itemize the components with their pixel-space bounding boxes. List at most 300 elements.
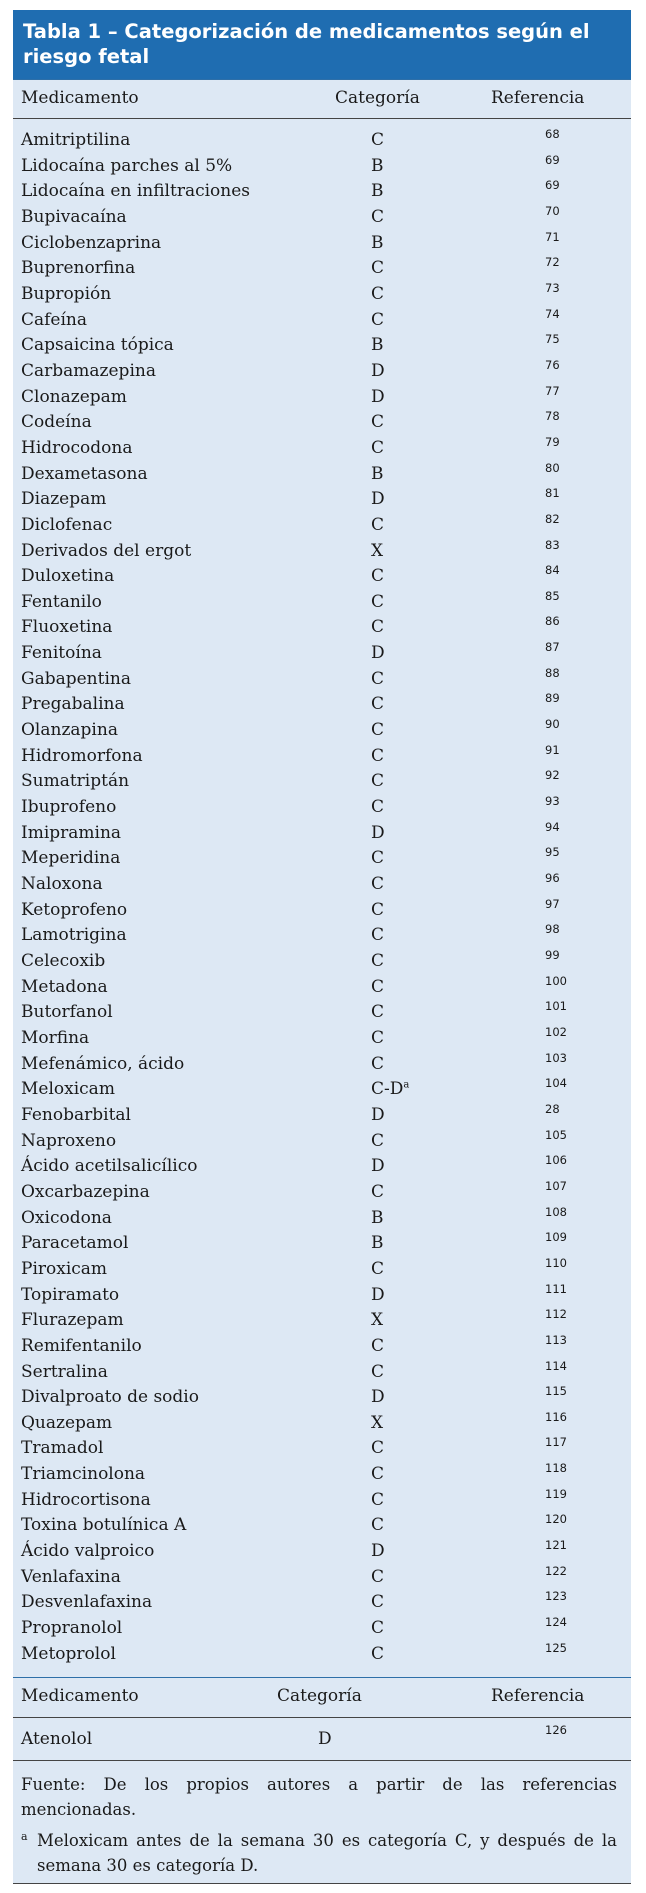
drug-reference: 120 (545, 1512, 567, 1527)
drug-category (371, 1285, 385, 1305)
table-row (13, 409, 631, 435)
drug-reference: 121 (545, 1538, 567, 1553)
drug-category-value: C (371, 309, 385, 330)
drug-name: Ácido valproico (21, 1541, 155, 1562)
drug-category (371, 1002, 384, 1022)
drug-category-value: C (371, 617, 385, 638)
drug-category-value: C (371, 412, 385, 433)
drug-category-value: C (371, 1515, 385, 1536)
drug-category-value: C (371, 694, 385, 715)
table-row (13, 1282, 631, 1308)
drug-reference: 85 (545, 588, 560, 603)
table-row (13, 1051, 631, 1077)
drug-category (371, 387, 385, 407)
table-row (13, 1076, 631, 1102)
drug-name: Ácido acetilsalicílico (21, 1156, 198, 1177)
table-row (13, 589, 631, 615)
table-row (13, 153, 631, 179)
table-row (13, 332, 631, 358)
table-row (13, 1307, 631, 1333)
drug-name: Morfina (21, 1027, 90, 1048)
drug-reference: 124 (545, 1615, 567, 1630)
drug-category-value: B (371, 1207, 384, 1228)
drug-category-value: B (371, 463, 384, 484)
drug-category (371, 1644, 384, 1664)
drug-reference: 100 (545, 973, 567, 988)
drug-category (371, 284, 384, 304)
drug-reference: 81 (545, 486, 560, 501)
table-row (13, 204, 631, 230)
table-row (13, 999, 631, 1025)
drug-reference: 104 (545, 1076, 567, 1091)
drug-name: Bupivacaína (21, 206, 127, 227)
drug-category-value: C (371, 258, 385, 279)
drug-reference: 102 (545, 1024, 567, 1039)
drug-name: Bupropión (21, 283, 112, 304)
footnote-text: Meloxicam antes de la semana 30 es categoría C, y después de la semana 30 es categoría D. (37, 1831, 617, 1875)
drug-category-value: C (371, 668, 385, 689)
drug-category (371, 1438, 384, 1458)
drug-category (371, 1079, 409, 1099)
drug-reference: 69 (545, 178, 560, 193)
drug-category-value: C (371, 797, 385, 818)
drug-reference: 90 (545, 717, 560, 732)
table-row (13, 768, 631, 794)
drug-category-value: C (371, 720, 385, 741)
drug-name: Hidromorfona (21, 745, 143, 766)
table-row (13, 1410, 631, 1436)
drug-category (371, 464, 384, 484)
drug-category-value: D (371, 1156, 385, 1177)
table-row (13, 307, 631, 333)
drug-category-value: C (371, 283, 385, 304)
drug-category (371, 1182, 384, 1202)
table-row (13, 871, 631, 897)
footnote-mark: a (21, 1830, 28, 1843)
drug-category-value: X (371, 1412, 384, 1433)
drug-category-value: D (371, 360, 385, 381)
table-row (13, 614, 631, 640)
drug-name: Olanzapina (21, 720, 118, 741)
table-row (13, 1487, 631, 1513)
drug-category-value: C (371, 1438, 385, 1459)
table-row (13, 1641, 631, 1667)
footnote-marker: a (403, 1079, 410, 1091)
table-row (13, 845, 631, 871)
table-row (13, 1128, 631, 1154)
drug-category (371, 207, 384, 227)
drug-category (371, 566, 384, 586)
drug-name: Triamcinolona (21, 1464, 146, 1485)
drug-category (371, 1387, 385, 1407)
table-row (13, 794, 631, 820)
drug-category-value: C (371, 1566, 385, 1587)
table-row (13, 1179, 631, 1205)
drug-name: Oxicodona (21, 1207, 112, 1228)
drug-name: Propranolol (21, 1618, 123, 1639)
drug-name: Paracetamol (21, 1233, 129, 1254)
drug-category-value: C (371, 1130, 385, 1151)
drug-category (371, 951, 384, 971)
drug-category (371, 541, 383, 561)
drug-reference: 92 (545, 768, 560, 783)
drug-reference: 89 (545, 691, 560, 706)
drug-reference: 95 (545, 845, 560, 860)
drug-category-value: C (371, 874, 385, 895)
drug-category (371, 361, 385, 381)
drug-category-value: C (371, 1361, 385, 1382)
drug-category-value: C (371, 1027, 385, 1048)
drug-category (371, 412, 384, 432)
drug-name: Piroxicam (21, 1258, 108, 1279)
table-row (13, 255, 631, 281)
drug-category (371, 233, 384, 253)
drug-category (371, 1567, 384, 1587)
drug-name: Meloxicam (21, 1079, 115, 1100)
drug-category (371, 1592, 384, 1612)
drug-category-value: C (371, 1489, 385, 1510)
table-row (13, 1538, 631, 1564)
drug-category (371, 1464, 384, 1484)
drug-reference: 119 (545, 1486, 567, 1501)
drug-category (371, 489, 385, 509)
table-row (13, 922, 631, 948)
table-row (13, 281, 631, 307)
drug-category-value: B (371, 335, 384, 356)
drug-category-value: C (371, 514, 385, 535)
drug-reference: 99 (545, 948, 560, 962)
drug-reference: 123 (545, 1589, 567, 1604)
table-row (13, 1153, 631, 1179)
drug-category-value: C (371, 925, 385, 946)
drug-name: Naproxeno (21, 1130, 117, 1151)
drug-category (371, 669, 384, 689)
table-row (13, 948, 631, 974)
drug-name: Amitriptilina (21, 130, 131, 150)
table-row (13, 1102, 631, 1128)
drug-reference: 106 (545, 1153, 567, 1168)
table-row (13, 230, 631, 256)
drug-reference: 98 (545, 922, 560, 937)
drug-reference: 79 (545, 434, 560, 449)
drug-name: Desvenlafaxina (21, 1592, 153, 1613)
drug-category-value: C (371, 1181, 385, 1202)
drug-category (371, 592, 384, 612)
drug-reference: 70 (545, 203, 560, 218)
header-categoria: Categoría (277, 1686, 362, 1706)
table-row (13, 1333, 631, 1359)
header-medicamento: Medicamento (21, 1686, 139, 1706)
drug-category (371, 1208, 384, 1228)
drug-reference: 109 (545, 1230, 567, 1245)
drug-risk-table (13, 10, 631, 1884)
drug-name: Clonazepam (21, 386, 127, 407)
drug-category (371, 1105, 385, 1125)
drug-category (371, 643, 385, 663)
drug-category (371, 1054, 384, 1074)
table-row (13, 1205, 631, 1231)
table-row (13, 743, 631, 769)
drug-reference: 71 (545, 229, 560, 244)
drug-name: Flurazepam (21, 1310, 124, 1331)
header-referencia: Referencia (491, 88, 585, 108)
table-row (13, 974, 631, 1000)
table-row (13, 1615, 631, 1641)
drug-category (371, 1028, 384, 1048)
drug-name: Buprenorfina (21, 258, 136, 279)
drug-category-value: C-D (371, 1079, 404, 1100)
drug-name: Metoprolol (21, 1643, 116, 1664)
table-title: Tabla 1 – Categorización de medicamentos según el riesgo fetal (23, 20, 590, 68)
table-row (13, 538, 631, 564)
table-row (13, 358, 631, 384)
drug-name: Carbamazepina (21, 360, 156, 381)
drug-name: Fenitoína (21, 643, 102, 664)
drug-name: Divalproato de sodio (21, 1387, 199, 1408)
drug-category-value: C (371, 848, 385, 869)
drug-category-value: B (371, 232, 384, 253)
table-header (13, 79, 631, 119)
drug-category-value: C (371, 206, 385, 227)
drug-reference: 68 (545, 127, 560, 141)
source-note: Fuente: De los propios autores a partir de las referencias mencionadas. (21, 1775, 617, 1819)
drug-category-value: D (371, 1541, 385, 1562)
drug-category-value: D (371, 386, 385, 407)
table-row (13, 717, 631, 743)
table-row (13, 127, 631, 153)
drug-name: Fluoxetina (21, 617, 113, 638)
drug-name: Remifentanilo (21, 1335, 142, 1356)
drug-reference: 107 (545, 1178, 567, 1193)
drug-name: Diclofenac (21, 514, 113, 535)
drug-category-value: C (371, 130, 385, 150)
drug-category-value: C (371, 745, 385, 766)
drug-name: Metadona (21, 976, 108, 997)
table-row (13, 1461, 631, 1487)
table-row (13, 512, 631, 538)
drug-reference: 77 (545, 383, 560, 398)
table-row (13, 486, 631, 512)
drug-reference: 105 (545, 1127, 567, 1142)
header-medicamento: Medicamento (21, 88, 139, 108)
table-row (13, 1589, 631, 1615)
drug-reference: 82 (545, 511, 560, 526)
drug-category (371, 746, 384, 766)
drug-name: Lidocaína en infiltraciones (21, 181, 251, 202)
drug-reference: 73 (545, 280, 560, 295)
drug-category-value: B (371, 181, 384, 202)
drug-reference: 94 (545, 819, 560, 834)
drug-reference: 69 (545, 152, 560, 167)
drug-category-value: D (371, 643, 385, 664)
drug-reference: 113 (545, 1332, 567, 1347)
drug-name: Venlafaxina (21, 1566, 121, 1587)
drug-category-value: C (371, 1643, 385, 1664)
drug-reference: 117 (545, 1435, 567, 1450)
table-row (13, 461, 631, 487)
drug-category (371, 848, 384, 868)
drug-reference: 110 (545, 1255, 567, 1270)
drug-name: Ibuprofeno (21, 797, 117, 818)
drug-category (371, 515, 384, 535)
table-row (13, 897, 631, 923)
drug-category-value: C (371, 591, 385, 612)
table-row (13, 178, 631, 204)
table-header-repeat (13, 1677, 631, 1718)
table-row (13, 666, 631, 692)
drug-category (371, 1413, 383, 1433)
table-row (13, 1359, 631, 1385)
drug-reference: 75 (545, 332, 560, 347)
table-row (13, 1230, 631, 1256)
drug-category-value: C (371, 976, 385, 997)
drug-name: Atenolol (21, 1729, 93, 1749)
drug-name: Tramadol (21, 1438, 104, 1459)
drug-category (371, 1541, 385, 1561)
drug-category (371, 617, 384, 637)
table-row (13, 384, 631, 410)
drug-category (371, 1310, 383, 1330)
drug-category-value: X (371, 1310, 384, 1331)
drug-name: Capsaicina tópica (21, 335, 174, 356)
drug-category (371, 181, 384, 201)
drug-name: Topiramato (21, 1284, 120, 1305)
drug-name: Celecoxib (21, 951, 106, 971)
drug-reference: 116 (545, 1409, 567, 1424)
drug-category (371, 771, 384, 791)
drug-name: Duloxetina (21, 566, 115, 587)
drug-reference: 74 (545, 306, 560, 321)
header-referencia: Referencia (491, 1686, 585, 1706)
drug-category-value: C (371, 566, 385, 587)
drug-reference: 101 (545, 999, 567, 1014)
table-notes (13, 1761, 631, 1884)
drug-category-value: D (371, 822, 385, 843)
drug-reference: 108 (545, 1204, 567, 1219)
drug-name: Naloxona (21, 874, 103, 895)
drug-name: Diazepam (21, 489, 107, 510)
drug-category-value: D (371, 489, 385, 510)
drug-name: Butorfanol (21, 1002, 113, 1023)
drug-name: Pregabalina (21, 694, 125, 715)
table-row (13, 435, 631, 461)
table-body (13, 127, 631, 1666)
drug-category-value: C (371, 1258, 385, 1279)
header-categoria: Categoría (335, 88, 420, 108)
table-row (13, 691, 631, 717)
drug-category-value: C (371, 1335, 385, 1356)
drug-category (371, 1156, 385, 1176)
drug-name: Hidrocortisona (21, 1489, 151, 1510)
drug-category (371, 900, 384, 920)
drug-reference: 115 (545, 1384, 567, 1399)
drug-reference: 83 (545, 537, 560, 552)
drug-reference: 87 (545, 640, 560, 655)
drug-reference: 114 (545, 1358, 567, 1373)
drug-category (371, 335, 384, 355)
drug-category-value: C (371, 1002, 385, 1023)
drug-reference: 72 (545, 255, 560, 270)
drug-category (371, 1336, 384, 1356)
drug-category-value: C (371, 771, 385, 792)
drug-category-value: C (371, 899, 385, 920)
drug-reference: 93 (545, 794, 560, 809)
drug-reference: 126 (545, 1723, 567, 1737)
table-row (13, 563, 631, 589)
table-row (13, 820, 631, 846)
drug-name: Lidocaína parches al 5% (21, 155, 233, 176)
drug-name: Quazepam (21, 1412, 113, 1433)
drug-reference: 111 (545, 1281, 567, 1296)
drug-category-value: C (371, 1618, 385, 1639)
drug-category (371, 1259, 384, 1279)
drug-category (371, 1362, 384, 1382)
table-row (13, 1435, 631, 1461)
drug-category (371, 1233, 384, 1253)
drug-category-value: C (371, 1464, 385, 1485)
drug-category-value: C (371, 1053, 385, 1074)
drug-name: Lamotrigina (21, 925, 127, 946)
drug-category-value: C (371, 1592, 385, 1613)
drug-category (371, 1131, 384, 1151)
drug-reference: 122 (545, 1563, 567, 1578)
table-row (13, 640, 631, 666)
drug-reference: 97 (545, 896, 560, 911)
drug-category (371, 310, 384, 330)
drug-reference: 88 (545, 665, 560, 680)
drug-category-value: B (371, 155, 384, 176)
drug-name: Imipramina (21, 822, 122, 843)
drug-name: Mefenámico, ácido (21, 1053, 185, 1074)
drug-reference: 91 (545, 742, 560, 757)
drug-name: Ciclobenzaprina (21, 232, 162, 253)
drug-category: D (318, 1729, 332, 1749)
drug-name: Sertralina (21, 1361, 108, 1382)
drug-category (371, 1618, 384, 1638)
drug-category (371, 694, 384, 714)
drug-category (371, 720, 384, 740)
drug-category (371, 258, 384, 278)
drug-category (371, 874, 384, 894)
drug-category (371, 977, 384, 997)
table-row (13, 1564, 631, 1590)
table-row (13, 1025, 631, 1051)
drug-reference: 96 (545, 871, 560, 886)
drug-name: Fenobarbital (21, 1104, 131, 1125)
drug-reference: 103 (545, 1050, 567, 1065)
drug-reference: 118 (545, 1461, 567, 1476)
drug-reference: 28 (545, 1101, 560, 1116)
drug-category (371, 1490, 384, 1510)
table-row (13, 1512, 631, 1538)
drug-category-value: D (371, 1284, 385, 1305)
table-title-bar (13, 10, 631, 79)
drug-name: Sumatriptán (21, 771, 130, 792)
drug-category-value: D (371, 1104, 385, 1125)
drug-reference: 84 (545, 563, 560, 578)
drug-reference: 112 (545, 1307, 567, 1322)
table-row (13, 1384, 631, 1410)
drug-category (371, 156, 384, 176)
drug-name: Meperidina (21, 848, 121, 869)
drug-name: Derivados del ergot (21, 540, 192, 561)
drug-name: Cafeína (21, 309, 88, 330)
drug-category-value: C (371, 951, 385, 971)
drug-name: Codeína (21, 412, 92, 433)
drug-reference: 80 (545, 460, 560, 475)
drug-reference: 78 (545, 409, 560, 424)
drug-name: Dexametasona (21, 463, 148, 484)
